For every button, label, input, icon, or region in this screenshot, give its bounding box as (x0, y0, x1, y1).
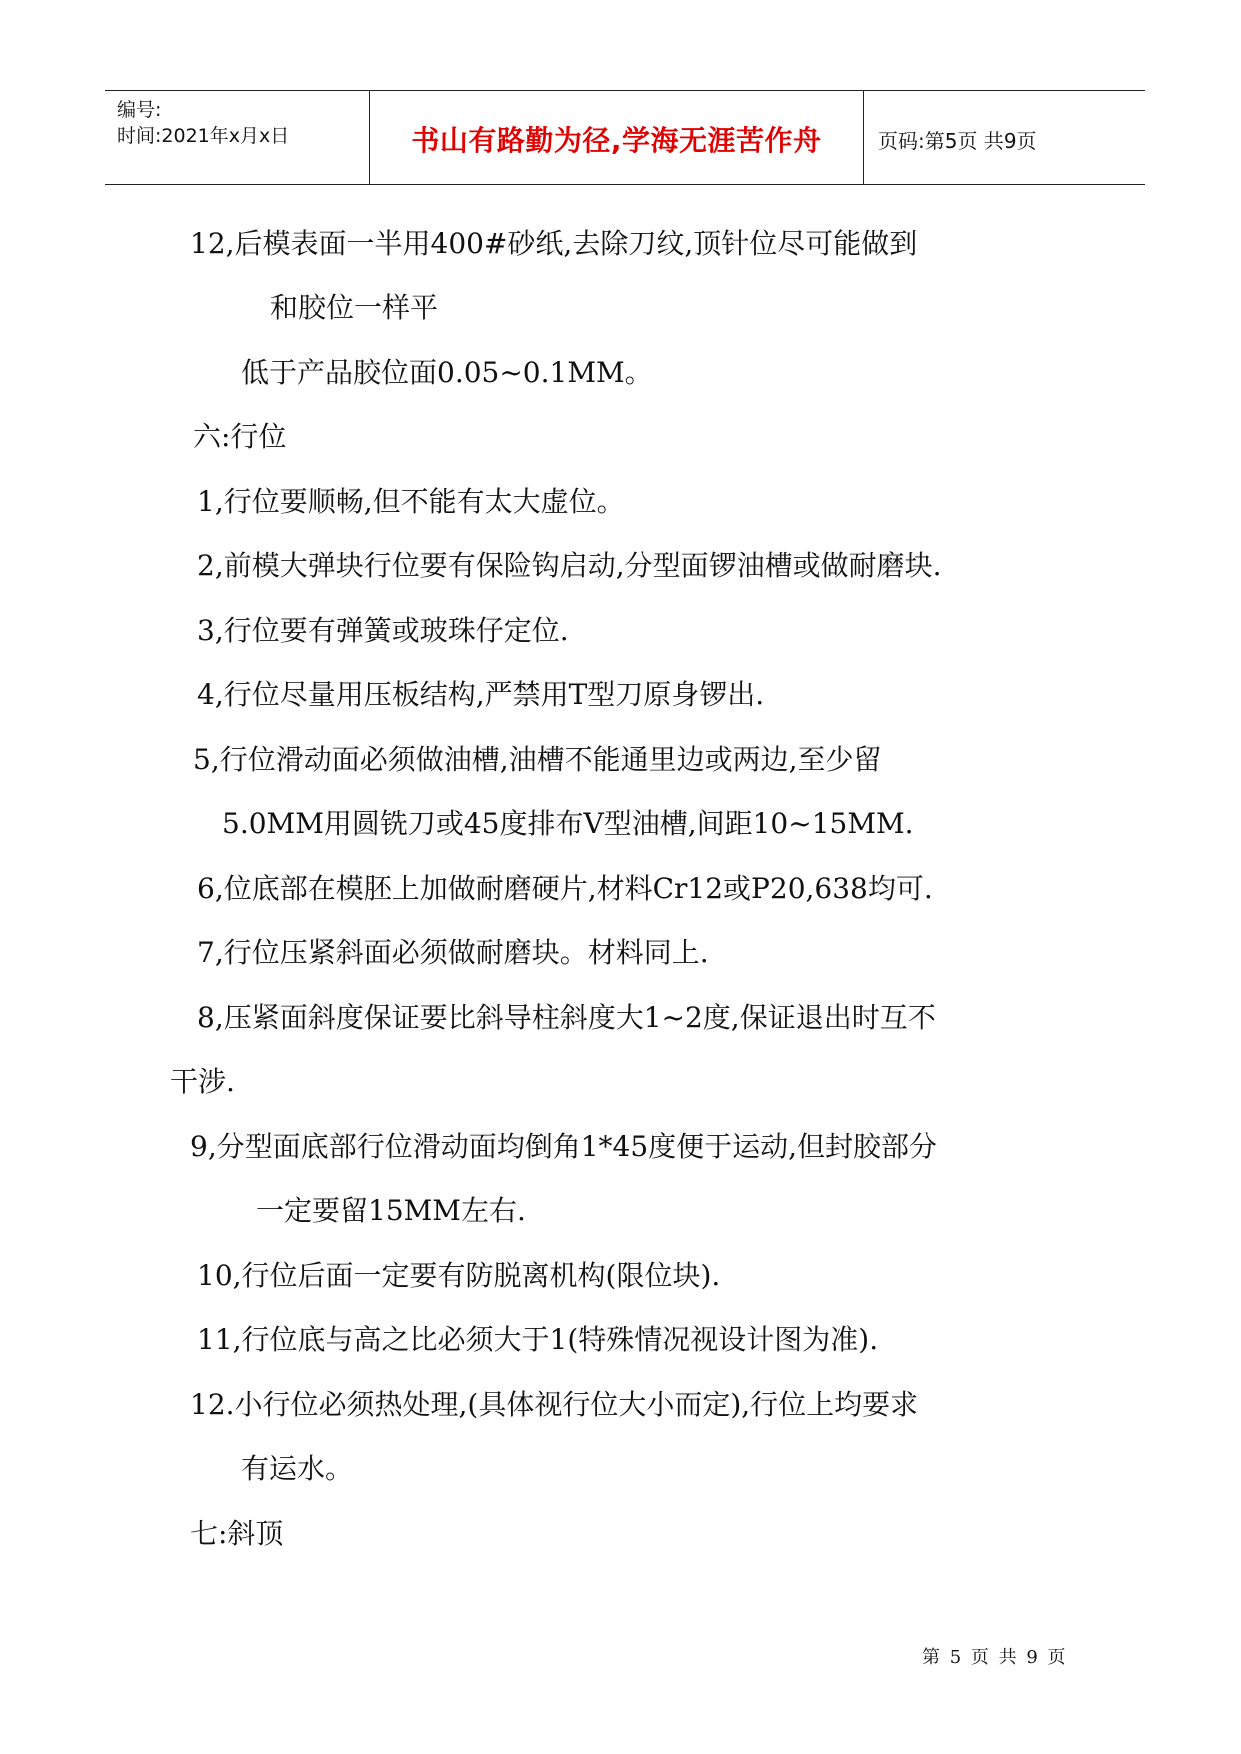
body-line: 3,行位要有弹簧或玻珠仔定位. (197, 614, 569, 647)
body-line: 10,行位后面一定要有防脱离机构(限位块). (197, 1259, 721, 1292)
page-header (105, 90, 1145, 185)
body-line: 8,压紧面斜度保证要比斜导柱斜度大1~2度,保证退出时互不 (197, 1001, 936, 1034)
header-page-info: 页码:第5页 共9页 (878, 129, 1037, 153)
body-line: 和胶位一样平 (270, 291, 439, 324)
body-line: 1,行位要顺畅,但不能有太大虚位。 (197, 485, 625, 518)
page-footer-number: 第 5 页 共 9 页 (922, 1647, 1068, 1668)
body-line: 低于产品胶位面0.05~0.1MM。 (241, 356, 653, 389)
body-line: 11,行位底与高之比必须大于1(特殊情况视设计图为准). (197, 1323, 879, 1356)
time-label: 时间:2021年x月x日 (117, 125, 290, 147)
header-middle-cell (370, 91, 864, 184)
body-line: 12.小行位必须热处理,(具体视行位大小而定),行位上均要求 (190, 1388, 919, 1421)
body-line: 一定要留15MM左右. (256, 1194, 526, 1227)
body-line: 4,行位尽量用压板结构,严禁用T型刀原身锣出. (197, 678, 765, 711)
section-heading: 七:斜顶 (190, 1517, 284, 1550)
body-line: 干涉. (170, 1065, 235, 1098)
header-right-cell (864, 91, 1145, 184)
section-heading: 六:行位 (193, 420, 287, 453)
body-line: 7,行位压紧斜面必须做耐磨块。材料同上. (197, 936, 709, 969)
header-left-cell (105, 91, 370, 184)
body-line: 2,前模大弹块行位要有保险钩启动,分型面锣油槽或做耐磨块. (197, 549, 942, 582)
body-line: 有运水。 (241, 1452, 354, 1485)
body-line: 9,分型面底部行位滑动面均倒角1*45度便于运动,但封胶部分 (190, 1130, 938, 1163)
serial-number-label: 编号: (117, 99, 162, 121)
body-line: 6,位底部在模胚上加做耐磨硬片,材料Cr12或P20,638均可. (197, 872, 933, 905)
body-line: 5,行位滑动面必须做油槽,油槽不能通里边或两边,至少留 (193, 743, 882, 776)
body-line: 12,后模表面一半用400#砂纸,去除刀纹,顶针位尽可能做到 (190, 227, 918, 260)
header-motto: 书山有路勤为径,学海无涯苦作舟 (411, 124, 822, 157)
body-line: 5.0MM用圆铣刀或45度排布V型油槽,间距10~15MM. (222, 807, 914, 840)
